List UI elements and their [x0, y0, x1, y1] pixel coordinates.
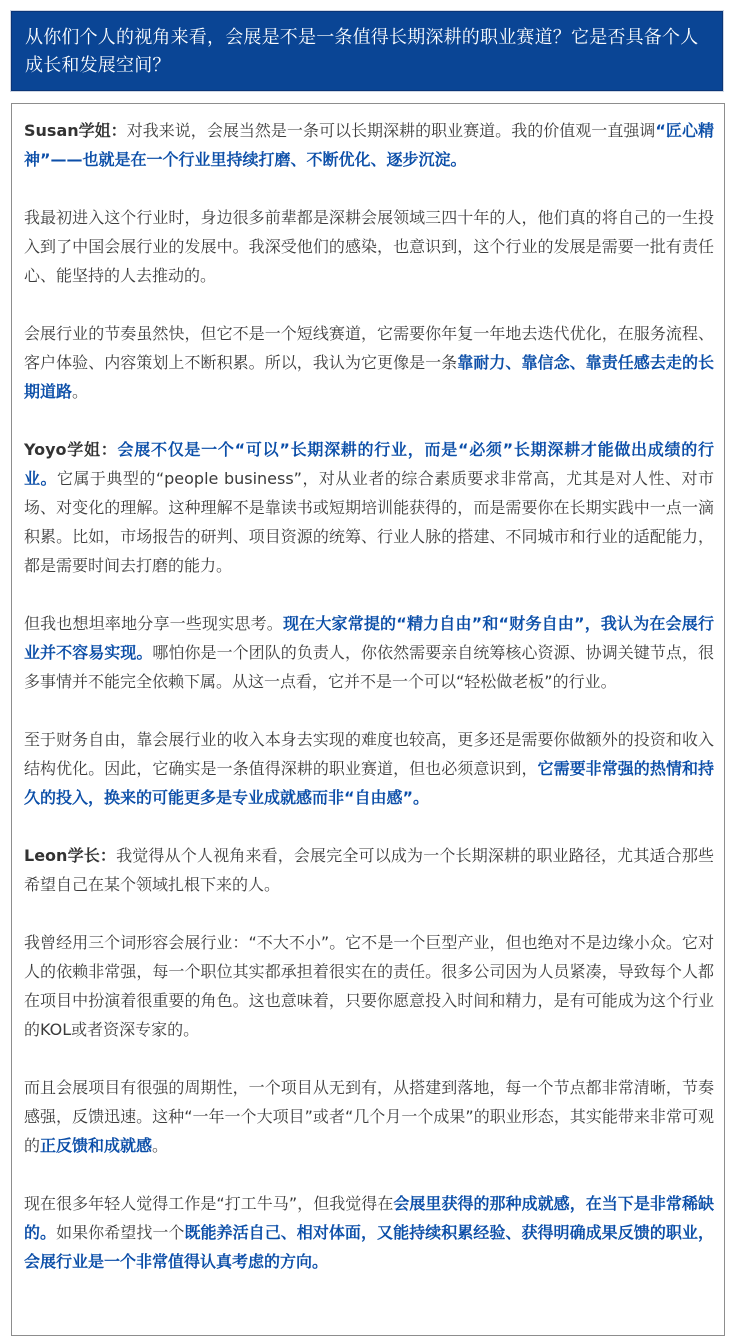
paragraph-text: 而且会展项目有很强的周期性，一个项目从无到有，从搭建到落地，每一个节点都非常清晰，节奏感强，反馈迅速。这种“一年一个大项目”或者“几个月一个成果”的职业形态，其实能带来非常可观的: [24, 1078, 714, 1155]
highlight-text: “匠心精神”——也就是在一个行业里持续打磨、不断优化、逐步沉淀。: [24, 121, 714, 169]
speaker-name: Susan学姐：: [24, 121, 127, 140]
paragraph-text: 我觉得从个人视角来看，会展完全可以成为一个长期深耕的职业路径，尤其适合那些希望自己在某个领域扎根下来的人。: [24, 846, 714, 894]
paragraph-text: 。: [72, 382, 89, 401]
paragraph-text: 对我来说，会展当然是一条可以长期深耕的职业赛道。我的价值观一直强调: [126, 121, 656, 140]
highlight-text: 现在大家常提的“精力自由”和“财务自由”，我认为在会展行业并不容易实现。: [24, 614, 714, 662]
highlight-text: 正反馈和成就感: [40, 1136, 153, 1155]
question-text: 从你们个人的视角来看，会展是不是一条值得长期深耕的职业赛道？它是否具备个人成长和发展空间？: [25, 27, 699, 76]
speaker-name: Yoyo学姐：: [24, 440, 118, 459]
answer-paragraph: [24, 319, 714, 406]
paragraph-text: 它属于典型的“people business”，对从业者的综合素质要求非常高，尤其是对人性、对市场、对变化的理解。这种理解不是靠读书或短期培训能获得的，而是需要你在长期实践中一点一滴积累。比如，市场报告的研判、项目资源的统筹、行业人脉的搭建、不同城市和行业的适配能力，都是需要时间去打磨的能力。: [24, 469, 714, 575]
answer-paragraph: [24, 1073, 714, 1160]
highlight-text: 会展里获得的那种成就感，在当下是非常稀缺的。: [24, 1194, 714, 1242]
answer-paragraph: [24, 203, 714, 290]
paragraph-text: 我最初进入这个行业时，身边很多前辈都是深耕会展领域三四十年的人，他们真的将自己的一生投入到了中国会展行业的发展中。我深受他们的感染，也意识到，这个行业的发展是需要一批有责任心、能坚持的人去推动的。: [24, 208, 714, 285]
highlight-text: 会展不仅是一个“可以”长期深耕的行业，而是“必须”长期深耕才能做出成绩的行业。: [24, 440, 714, 488]
highlight-text: 它需要非常强的热情和持久的投入，换来的可能更多是专业成就感而非“自由感”。: [24, 759, 714, 807]
paragraph-text: 会展行业的节奏虽然快，但它不是一个短线赛道，它需要你年复一年地去迭代优化，在服务流程、客户体验、内容策划上不断积累。所以，我认为它更像是一条: [24, 324, 714, 372]
answer-paragraph: [24, 725, 714, 812]
paragraph-text: 。: [152, 1136, 169, 1155]
question-banner: [11, 11, 723, 91]
paragraph-text: 哪怕你是一个团队的负责人，你依然需要亲自统筹核心资源、协调关键节点，很多事情并不能完全依赖下属。从这一点看，它并不是一个可以“轻松做老板”的行业。: [24, 643, 714, 691]
answer-paragraph: [24, 116, 714, 174]
answer-paragraph: [24, 1189, 714, 1276]
answer-paragraph: [24, 435, 714, 580]
answer-paragraph: [24, 841, 714, 899]
highlight-text: 靠耐力、靠信念、靠责任感去走的长期道路: [24, 353, 714, 401]
paragraph-text: 现在很多年轻人觉得工作是“打工牛马”，但我觉得在: [24, 1194, 394, 1213]
highlight-text: 既能养活自己、相对体面，又能持续积累经验、获得明确成果反馈的职业，会展行业是一个非常值得认真考虑的方向。: [24, 1223, 714, 1271]
paragraph-text: 我曾经用三个词形容会展行业：“不大不小”。它不是一个巨型产业，但也绝对不是边缘小众。它对人的依赖非常强，每一个职位其实都承担着很实在的责任。很多公司因为人员紧凑，导致每个人都在项目中扮演着很重要的角色。这也意味着，只要你愿意投入时间和精力，是有可能成为这个行业的KOL或者资深专家的。: [24, 933, 714, 1039]
paragraph-text: 但我也想坦率地分享一些现实思考。: [24, 614, 283, 633]
answers-panel: [11, 103, 725, 1336]
paragraph-text: 如果你希望找一个: [56, 1223, 185, 1242]
paragraph-text: 至于财务自由，靠会展行业的收入本身去实现的难度也较高，更多还是需要你做额外的投资和收入结构优化。因此，它确实是一条值得深耕的职业赛道，但也必须意识到，: [24, 730, 714, 778]
answer-paragraph: [24, 928, 714, 1044]
speaker-name: Leon学长：: [24, 846, 117, 865]
answer-paragraph: [24, 609, 714, 696]
